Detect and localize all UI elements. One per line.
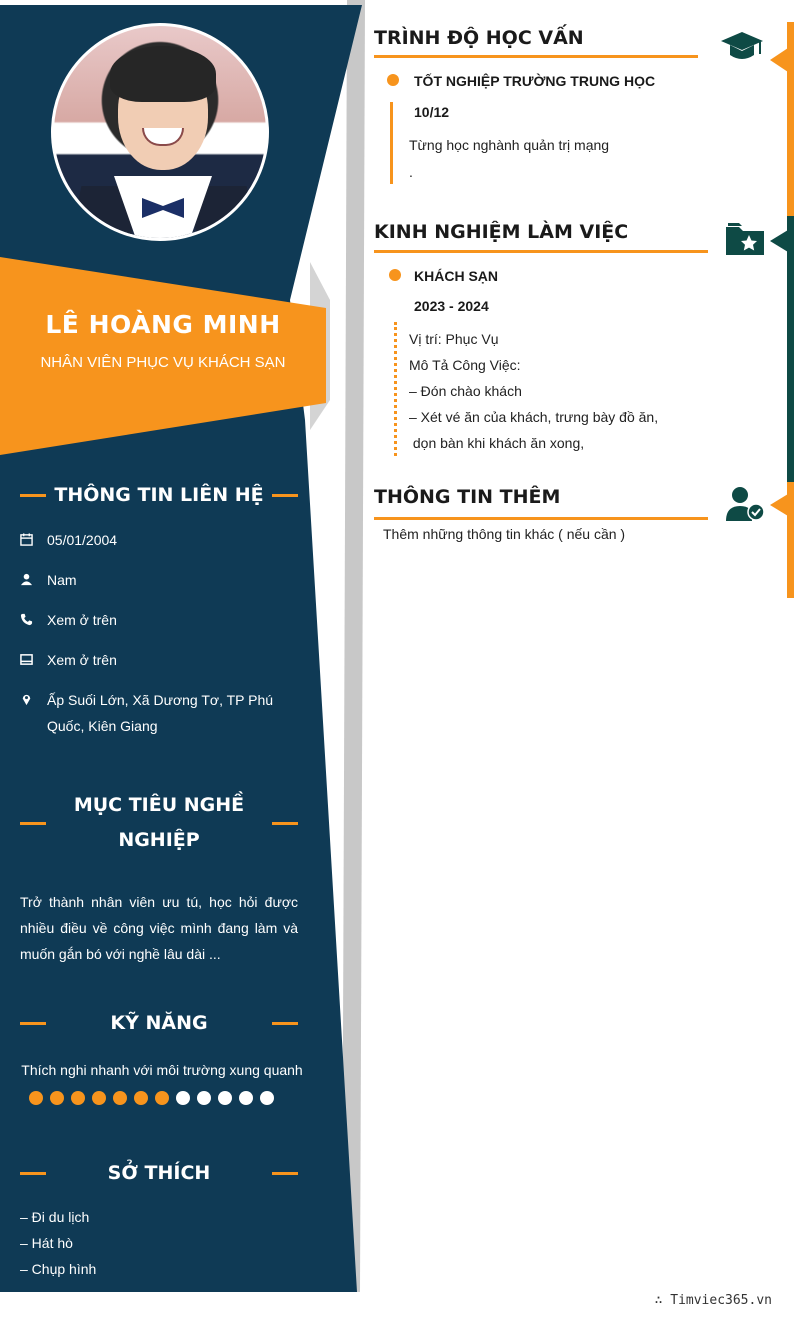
skills-section-header <box>20 1006 298 1041</box>
extra-text: Thêm những thông tin khác ( nếu cần ) <box>383 526 626 542</box>
experience-company: KHÁCH SẠN <box>414 268 498 284</box>
skill-dot-empty <box>218 1091 232 1105</box>
avatar <box>51 23 269 241</box>
experience-line: Mô Tả Công Việc: <box>409 357 521 373</box>
experience-underline <box>374 250 708 253</box>
goal-title: MỤC TIÊU NGHỀ NGHIỆP <box>73 794 245 851</box>
experience-line: – Đón chào khách <box>409 383 522 399</box>
education-school: TỐT NGHIỆP TRƯỜNG TRUNG HỌC <box>414 73 656 89</box>
phone-icon <box>20 607 47 633</box>
location-icon <box>20 687 47 739</box>
skill-rating <box>29 1091 274 1105</box>
user-check-icon <box>724 485 766 523</box>
experience-bullet <box>389 269 401 281</box>
contact-birthday: 05/01/2004 <box>20 527 300 553</box>
experience-line: Vị trí: Phục Vụ <box>409 331 499 347</box>
education-edge-bar <box>787 22 794 216</box>
skill-dot-empty <box>260 1091 274 1105</box>
skill-dot-filled <box>50 1091 64 1105</box>
hobbies-section-header <box>20 1156 298 1191</box>
education-arrow <box>770 48 788 72</box>
skill-name: Thích nghi nhanh với môi trường xung quanh <box>21 1062 303 1078</box>
contact-title: THÔNG TIN LIÊN HỆ <box>54 484 264 506</box>
hobby-item: – Hát hò <box>20 1235 73 1251</box>
gray-divider-band <box>342 0 365 1292</box>
hobby-item: – Đi du lịch <box>20 1209 90 1225</box>
education-bullet <box>387 74 399 86</box>
experience-time: 2023 - 2024 <box>414 298 489 314</box>
hobbies-title: SỞ THÍCH <box>107 1162 211 1184</box>
contact-email: Xem ở trên <box>20 647 300 673</box>
skill-dot-empty <box>176 1091 190 1105</box>
experience-line: – Xét vé ăn của khách, trưng bày đồ ăn, <box>409 409 659 425</box>
experience-title: KINH NGHIỆM LÀM VIỆC <box>374 221 629 243</box>
education-desc-extra: . <box>409 164 413 180</box>
skill-dot-empty <box>239 1091 253 1105</box>
profile-position: NHÂN VIÊN PHỤC VỤ KHÁCH SẠN <box>40 354 286 371</box>
contact-gender: Nam <box>20 567 300 593</box>
education-underline <box>374 55 698 58</box>
profile-name: LÊ HOÀNG MINH <box>45 310 281 339</box>
graduation-cap-icon <box>720 30 764 64</box>
extra-title: THÔNG TIN THÊM <box>374 486 561 508</box>
experience-edge-bar <box>787 216 794 482</box>
skill-dot-filled <box>113 1091 127 1105</box>
contact-address: Ấp Suối Lớn, Xã Dương Tơ, TP Phú Quốc, Kiên Giang <box>20 687 300 739</box>
extra-underline <box>374 517 708 520</box>
education-vertical-line <box>390 102 393 184</box>
extra-edge-bar <box>787 482 794 598</box>
skill-dot-filled <box>29 1091 43 1105</box>
folder-star-icon <box>725 222 765 256</box>
goal-section-header <box>20 788 298 858</box>
hobby-item: – Chụp hình <box>20 1261 97 1277</box>
skill-dot-filled <box>92 1091 106 1105</box>
skills-title: KỸ NĂNG <box>110 1012 208 1034</box>
contact-phone: Xem ở trên <box>20 607 300 633</box>
education-desc: Từng học nghành quản trị mạng <box>409 137 610 153</box>
skill-dot-empty <box>197 1091 211 1105</box>
email-icon <box>20 647 47 673</box>
education-title: TRÌNH ĐỘ HỌC VẤN <box>374 27 584 49</box>
skill-dot-filled <box>134 1091 148 1105</box>
experience-vertical-line <box>394 322 397 456</box>
goal-text: Trở thành nhân viên ưu tú, học hỏi được nhiều điều về công việc mình đang làm và muốn gắn bó với nghề lâu dài ... <box>20 894 298 962</box>
experience-line: dọn bàn khi khách ăn xong, <box>409 435 585 451</box>
footer-brand[interactable]: ∴ Timviec365.vn <box>654 1293 772 1308</box>
experience-arrow <box>770 230 788 252</box>
user-icon <box>20 567 47 593</box>
extra-arrow <box>770 494 788 516</box>
contact-section-header <box>20 478 298 513</box>
calendar-icon <box>20 527 47 553</box>
education-time: 10/12 <box>414 104 450 120</box>
skill-dot-filled <box>71 1091 85 1105</box>
skill-dot-filled <box>155 1091 169 1105</box>
